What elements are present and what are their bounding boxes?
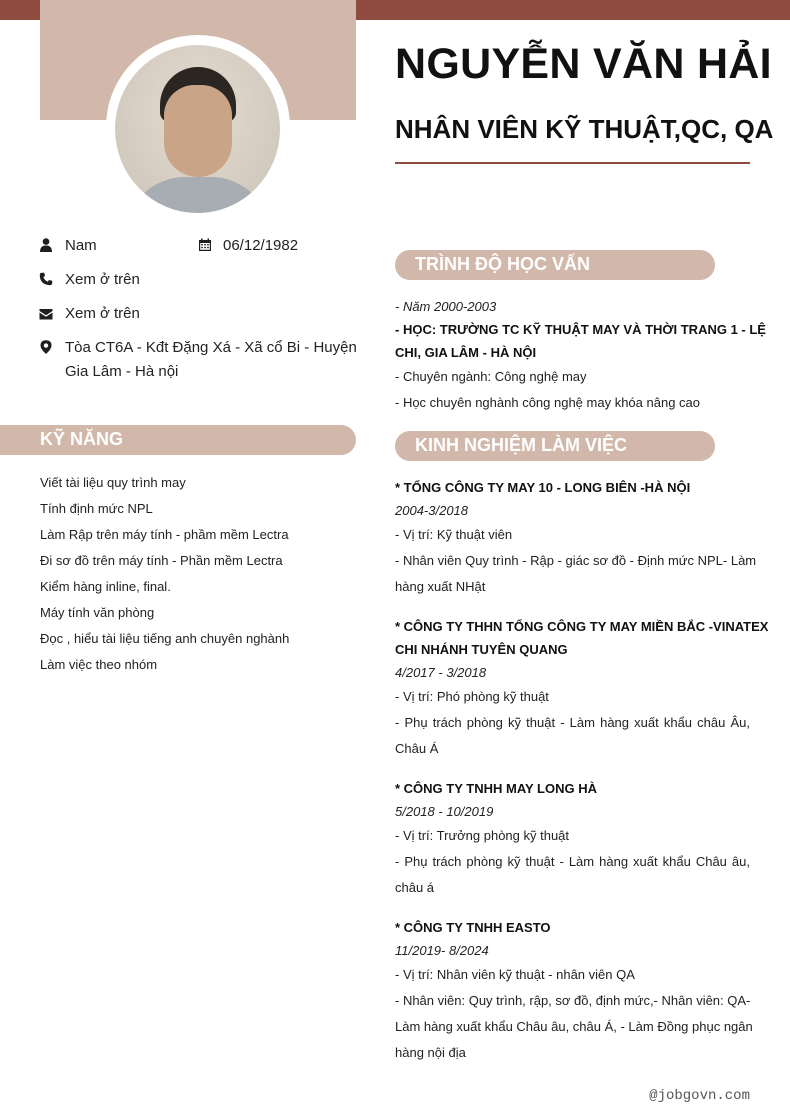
- job-description: hàng xuất NHật: [395, 579, 486, 594]
- avatar: [115, 45, 280, 213]
- phone-value: Xem ở trên: [65, 271, 140, 288]
- calendar-icon: [198, 238, 212, 252]
- job-position: - Vị trí: Kỹ thuật viên: [395, 527, 513, 542]
- address-line-2: Gia Lâm - Hà nội: [65, 363, 179, 380]
- job-description: Châu Á: [395, 741, 439, 756]
- education-period: - Năm 2000-2003: [395, 299, 497, 314]
- job-position: - Vị trí: Trưởng phòng kỹ thuật: [395, 828, 570, 843]
- job-company: * CÔNG TY TNHH EASTO: [395, 920, 551, 935]
- skill-item: Làm Rập trên máy tính - phầm mềm Lectra: [40, 527, 289, 542]
- job-description: - Nhân viên: Quy trình, rập, sơ đồ, định mức,- Nhân viên: QA-: [395, 993, 751, 1008]
- job-description: hàng nội địa: [395, 1045, 466, 1060]
- skill-item: Kiểm hàng inline, final.: [40, 579, 171, 594]
- education-school-line-1: - HỌC: TRƯỜNG TC KỸ THUẬT MAY VÀ THỜI TRANG 1 - LỆ: [395, 322, 766, 337]
- map-pin-icon: [39, 340, 53, 354]
- job-description: - Phụ trách phòng kỹ thuật - Làm hàng xuất khẩu Châu âu,: [395, 854, 750, 869]
- job-period: 2004-3/2018: [395, 503, 469, 518]
- candidate-name: NGUYỄN VĂN HẢI: [395, 40, 772, 88]
- email-value: Xem ở trên: [65, 305, 140, 322]
- gender-value: Nam: [65, 237, 97, 254]
- education-detail: - Chuyên ngành: Công nghệ may: [395, 369, 587, 384]
- job-company: * TỔNG CÔNG TY MAY 10 - LONG BIÊN -HÀ NỘI: [395, 480, 691, 495]
- job-period: 11/2019- 8/2024: [395, 943, 489, 958]
- job-description: - Nhân viên Quy trình - Rập - giác sơ đồ - Định mức NPL- Làm: [395, 553, 757, 568]
- skill-item: Máy tính văn phòng: [40, 605, 155, 620]
- job-description: Làm hàng xuất khẩu Châu âu, châu Á, - Làm Đồng phục ngân: [395, 1019, 753, 1034]
- skill-item: Đọc , hiểu tài liệu tiếng anh chuyên nghành: [40, 631, 290, 646]
- job-company: CHI NHÁNH TUYÊN QUANG: [395, 642, 568, 657]
- education-detail: - Học chuyên nghành công nghệ may khóa nâng cao: [395, 395, 700, 410]
- skills-heading: KỸ NĂNG: [40, 429, 124, 449]
- divider: [395, 162, 750, 164]
- skill-item: Đi sơ đồ trên máy tính - Phần mềm Lectra: [40, 553, 283, 568]
- education-section-header: [395, 250, 715, 280]
- envelope-icon: [39, 307, 53, 321]
- skills-section-header: [0, 425, 356, 455]
- job-period: 5/2018 - 10/2019: [395, 804, 494, 819]
- job-company: * CÔNG TY TNHH MAY LONG HÀ: [395, 781, 598, 796]
- person-icon: [39, 238, 53, 252]
- job-period: 4/2017 - 3/2018: [395, 665, 487, 680]
- job-position: - Vị trí: Nhân viên kỹ thuật - nhân viên QA: [395, 967, 635, 982]
- phone-icon: [39, 272, 53, 286]
- skill-item: Làm việc theo nhóm: [40, 657, 158, 672]
- job-title: NHÂN VIÊN KỸ THUẬT,QC, QA: [395, 114, 774, 144]
- job-description: - Phụ trách phòng kỹ thuật - Làm hàng xuất khẩu châu Âu,: [395, 715, 750, 730]
- skill-item: Tính định mức NPL: [40, 501, 153, 516]
- birthday-value: 06/12/1982: [223, 237, 299, 254]
- skill-item: Viết tài liệu quy trình may: [40, 475, 186, 490]
- job-company: * CÔNG TY THHN TỔNG CÔNG TY MAY MIỀN BẮC -VINATEX: [395, 619, 769, 634]
- address-line-1: Tòa CT6A - Kđt Đặng Xá - Xã cổ Bi - Huyện: [65, 339, 357, 356]
- experience-heading: KINH NGHIỆM LÀM VIỆC: [415, 435, 628, 455]
- experience-section-header: [395, 431, 715, 461]
- watermark: @jobgovn.com: [649, 1088, 750, 1104]
- job-description: châu á: [395, 880, 435, 895]
- job-position: - Vị trí: Phó phòng kỹ thuật: [395, 689, 549, 704]
- education-school-line-2: CHI, GIA LÂM - HÀ NỘI: [395, 345, 537, 360]
- education-heading: TRÌNH ĐỘ HỌC VẤN: [415, 254, 590, 274]
